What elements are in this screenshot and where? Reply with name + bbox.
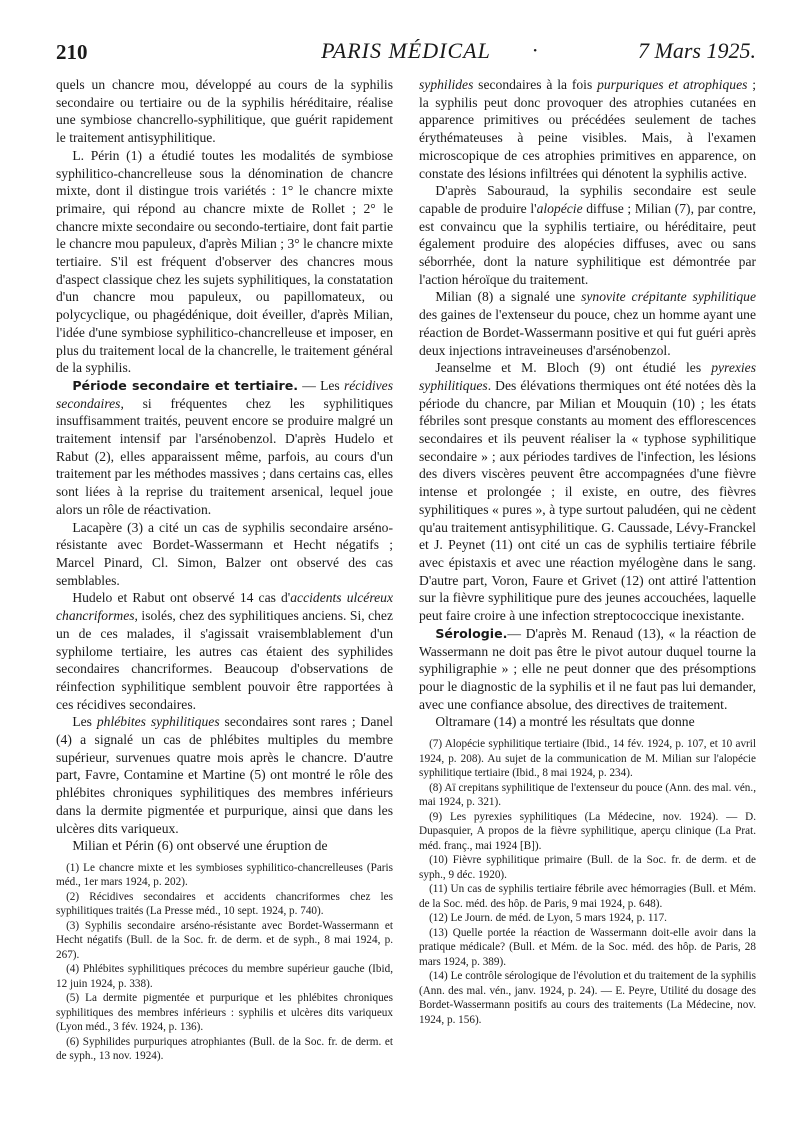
footnote: (2) Récidives secondaires et accidents chancriformes chez les syphilitiques traités (La Presse méd., 10 sept. 1924, p. 740). (56, 890, 393, 918)
text-run: D'après Sabouraud, la syphilis secondaire est seule capable de produire l' (419, 183, 756, 216)
footnote: (11) Un cas de syphilis tertiaire fébrile avec hémorragies (Bull. et Mém. de la Soc. méd. des hôp. de Paris, 9 mai 1924, p. 648). (419, 883, 756, 910)
footnote: (6) Syphilides purpuriques atrophiantes (Bull. de la Soc. fr. de derm. et de syph., 13 nov. 1924). (56, 1035, 393, 1063)
footnotes-left (56, 861, 393, 1064)
section-heading: Période secondaire et tertiaire. (72, 377, 299, 393)
text-run: , si fréquentes chez les syphilitiques insuffisamment traités, peuvent encore se produire malgré un traitement intensif par l'arsénobenzol. D'après Hudelo et Rabut (2), elles apparaissent même, parfois, au cours d'un traitement par les méthodes massives ; dans certains cas, elles sont liées à la reprise du traitement arsenical, lequel joue alors un rôle de réactivation. (56, 395, 393, 517)
left-column (56, 76, 393, 1064)
footnote: (13) Quelle portée la réaction de Wassermann doit-elle avoir dans la pratique médicale? (Bull. et Mém. de la Soc. méd. des hôp. de Paris, 28 mars 1924, p. 389). (419, 926, 756, 968)
text-run: , isolés, chez des syphilitiques anciens. Si, chez un de ces malades, il s'agissait vraisemblablement d'un syphilome tertiaire, les autres cas étaient des syphilides secondaires chancriformes. Beaucoup d'observations de réinfection syphilitique semblent pouvoir être rapportées à ces récidives secondaires. (56, 608, 393, 712)
italic-term: syphilides (419, 77, 474, 92)
issue-date: 7 Mars 1925. (638, 38, 756, 63)
text-run: Les (72, 714, 97, 730)
text-run: secondaires à la fois (473, 77, 598, 92)
paragraph (419, 625, 756, 714)
text-run: . Des élévations thermiques ont été notées dès la période du chancre, par Milian et Mouquin (10) ; les états fébriles sont presque constants au moment des efflorescences secondaires et ils peuvent réaliser la « typhose syphilitique secondaire » ; aux périodes tardives de l'infection, les lésions des divers viscères peuvent être accompagnées d'une fièvre intense et prolongée ; il existe, en outre, des fièvres syphilitiques « pures », à type surtout paludéen, qui ne cèdent qu'au traitement antisyphilitique. G. Caussade, Lévy-Franckel et J. Peynet (11) ont cité un cas de syphilis tertiaire fébrile avec épistaxis et avec une réaction myélogène dans le sang. D'autre part, Voron, Faure et Grivet (12) ont attiré l'attention sur la fièvre syphilitique pure des jeunes accouchées, laquelle peut faire croire à une infection streptococcique inexistante. (419, 377, 756, 624)
italic-term: purpuriques et atrophiques (597, 77, 748, 92)
footnote: (8) Aï crepitans syphilitique de l'extenseur du pouce (Ann. des mal. vén., mai 1924, p. 321). (419, 781, 756, 809)
paragraph (419, 359, 756, 625)
journal-page (56, 36, 756, 1126)
text-run: ; la syphilis peut donc provoquer des atrophies cutanées en apparence primitives ou précédées seulement de taches érythémateuses à peine visibles. Mais, à l'examen microscopique de ces atrophies primitives en apparence, on constate des lésions infiltrées qui dénotent la syphilis active. (419, 77, 756, 181)
page-number: 210 (56, 40, 88, 64)
footnotes-right (419, 737, 756, 1027)
right-column (419, 76, 756, 1027)
footnote: (3) Syphilis secondaire arséno-résistante avec Bordet-Wassermann et Hecht négatifs (Bull. de la Soc. fr. de derm. et de syph., 8 mai 1924, p. 267). (56, 919, 393, 961)
paragraph (419, 76, 756, 182)
italic-term: récidives secondaires (56, 377, 394, 411)
paragraph (419, 288, 756, 359)
text-run: Milian (8) a signalé une (435, 289, 582, 305)
text-run: secondaires sont rares ; Danel (4) a signalé un cas de phlébites multiples du membre supérieur, survenues quatre mois après le chancre. D'autre part, Favre, Contamine et Martine (5) ont montré le rôle des phlébites chroniques syphilitiques des membres inférieurs dans la dermite pigmentée et purpurique, ainsi que dans les ulcères dits variqueux. (56, 714, 393, 836)
text-run: des gaines de l'extenseur du pouce, chez un homme ayant une réaction de Bordet-Wassermann positive et qui fut guéri après deux injections intraveineuses d'arsénobenzol. (419, 307, 756, 358)
paragraph (56, 589, 393, 713)
text-run: Hudelo et Rabut ont observé 14 cas d' (72, 590, 291, 606)
paragraph (56, 377, 393, 519)
italic-term: pyrexies syphilitiques (419, 360, 756, 393)
footnote: (10) Fièvre syphilitique primaire (Bull. de la Soc. fr. de derm. et de syph., 9 déc. 1920). (419, 854, 756, 881)
italic-term: synovite crépitante syphilitique (581, 289, 756, 305)
text-run: Jeanselme et M. Bloch (9) ont étudié les (435, 360, 712, 376)
italic-term: accidents ulcéreux chancriformes (56, 590, 393, 624)
italic-term: phlébites syphilitiques (96, 714, 220, 730)
text-run: — D'après M. Renaud (13), « la réaction de Wassermann ne doit pas être le pivot autour duquel tourne la syphiligraphie » ; elle ne peut donner que des présomptions pour le diagnostic de la syphilis et il ne faut pas lui demander, avec une confiance absolue, des directives de traitement. (419, 625, 756, 712)
paragraph: Oltramare (14) a montré les résultats que donne (435, 714, 695, 730)
footnote: (9) Les pyrexies syphilitiques (La Médecine, nov. 1924). — D. Dupasquier, A propos de la fièvre syphilitique, aperçu clinique (La Prat. méd. franç., mai 1924 [B]). (419, 810, 756, 852)
header-separator: · (532, 38, 539, 62)
section-heading: Sérologie. (435, 625, 508, 641)
running-header (56, 36, 756, 66)
paragraph (56, 713, 393, 837)
paragraph: L. Périn (1) a étudié toutes les modalités de symbiose syphilitico-chancrelleuse sous la dénomination de chancre mixte, dont il distingue trois variétés : 1° le chancre mixte primaire, qui répond au chancre mixte de Rollet ; 2° le chancre mixte secondaire ou secondo-tertiaire, dont fait partie le chancre mou papuleux, d'après Milian ; 3° le chancre mixte tertiaire. S'il est fréquent d'observer des chancres mous d'aspect classique chez les sujets syphilitiques, la constatation d'un chancre mou papuleux, ou papillomateux, ou polycyclique, ou phagédénique, doit éveiller, d'après Milian, l'idée d'une symbiose syphilitico-chancrelleuse et imposer, en plus du traitement local de la chancrelle, le traitement général de la syphilis. (56, 147, 393, 376)
footnote: (7) Alopécie syphilitique tertiaire (Ibid., 14 fév. 1924, p. 107, et 10 avril 1924, p. 208). Au sujet de la communication de M. Milian sur l'alopécie syphilitique tertiaire (Ibid., 8 mai 1924, p. 234). (419, 738, 756, 780)
journal-title: PARIS MÉDICAL (321, 38, 491, 63)
text-run: — Les (298, 377, 344, 393)
paragraph (419, 182, 756, 288)
footnote: (12) Le Journ. de méd. de Lyon, 5 mars 1924, p. 117. (429, 912, 667, 925)
italic-term: alopécie (536, 200, 583, 216)
text-run: diffuse ; Milian (7), par contre, est convaincu que la syphilis tertiaire, ou héréditaire, peut également produire des alopécies diffuses, avec ou sans séborrhée, dont la nature syphilitique est démontrée par l'action héroïque du traitement. (419, 200, 756, 287)
footnote: (5) La dermite pigmentée et purpurique et les phlébites chroniques syphilitiques des membres inférieurs : syphilis et ulcères dits variqueux (Lyon méd., 3 fév. 1924, p. 136). (56, 992, 393, 1034)
paragraph: quels un chancre mou, développé au cours de la syphilis secondaire ou tertiaire ou de la syphilis héréditaire, réalise une symbiose chancrello-syphilitique, que guérit rapidement le traitement antisyphilitique. (56, 77, 393, 146)
footnote: (4) Phlébites syphilitiques précoces du membre supérieur gauche (Ibid, 12 juin 1924, p. 338). (56, 963, 393, 990)
footnote: (1) Le chancre mixte et les symbioses syphilitico-chancrelleuses (Paris méd., 1er mars 1924, p. 202). (56, 861, 393, 889)
footnote: (14) Le contrôle sérologique de l'évolution et du traitement de la syphilis (Ann. des mal. vén., janv. 1924, p. 24). — E. Peyre, Utilité du dosage des Bordet-Wassermann positifs au cours des traitements (La Médecine, nov. 1924, p. 156). (419, 970, 756, 1026)
paragraph: Lacapère (3) a cité un cas de syphilis secondaire arséno-résistante avec Bordet-Wassermann et Hecht négatifs ; Marcel Pinard, Cl. Simon, Balzer ont observé des cas semblables. (56, 519, 393, 588)
paragraph: Milian et Périn (6) ont observé une éruption de (72, 838, 328, 854)
